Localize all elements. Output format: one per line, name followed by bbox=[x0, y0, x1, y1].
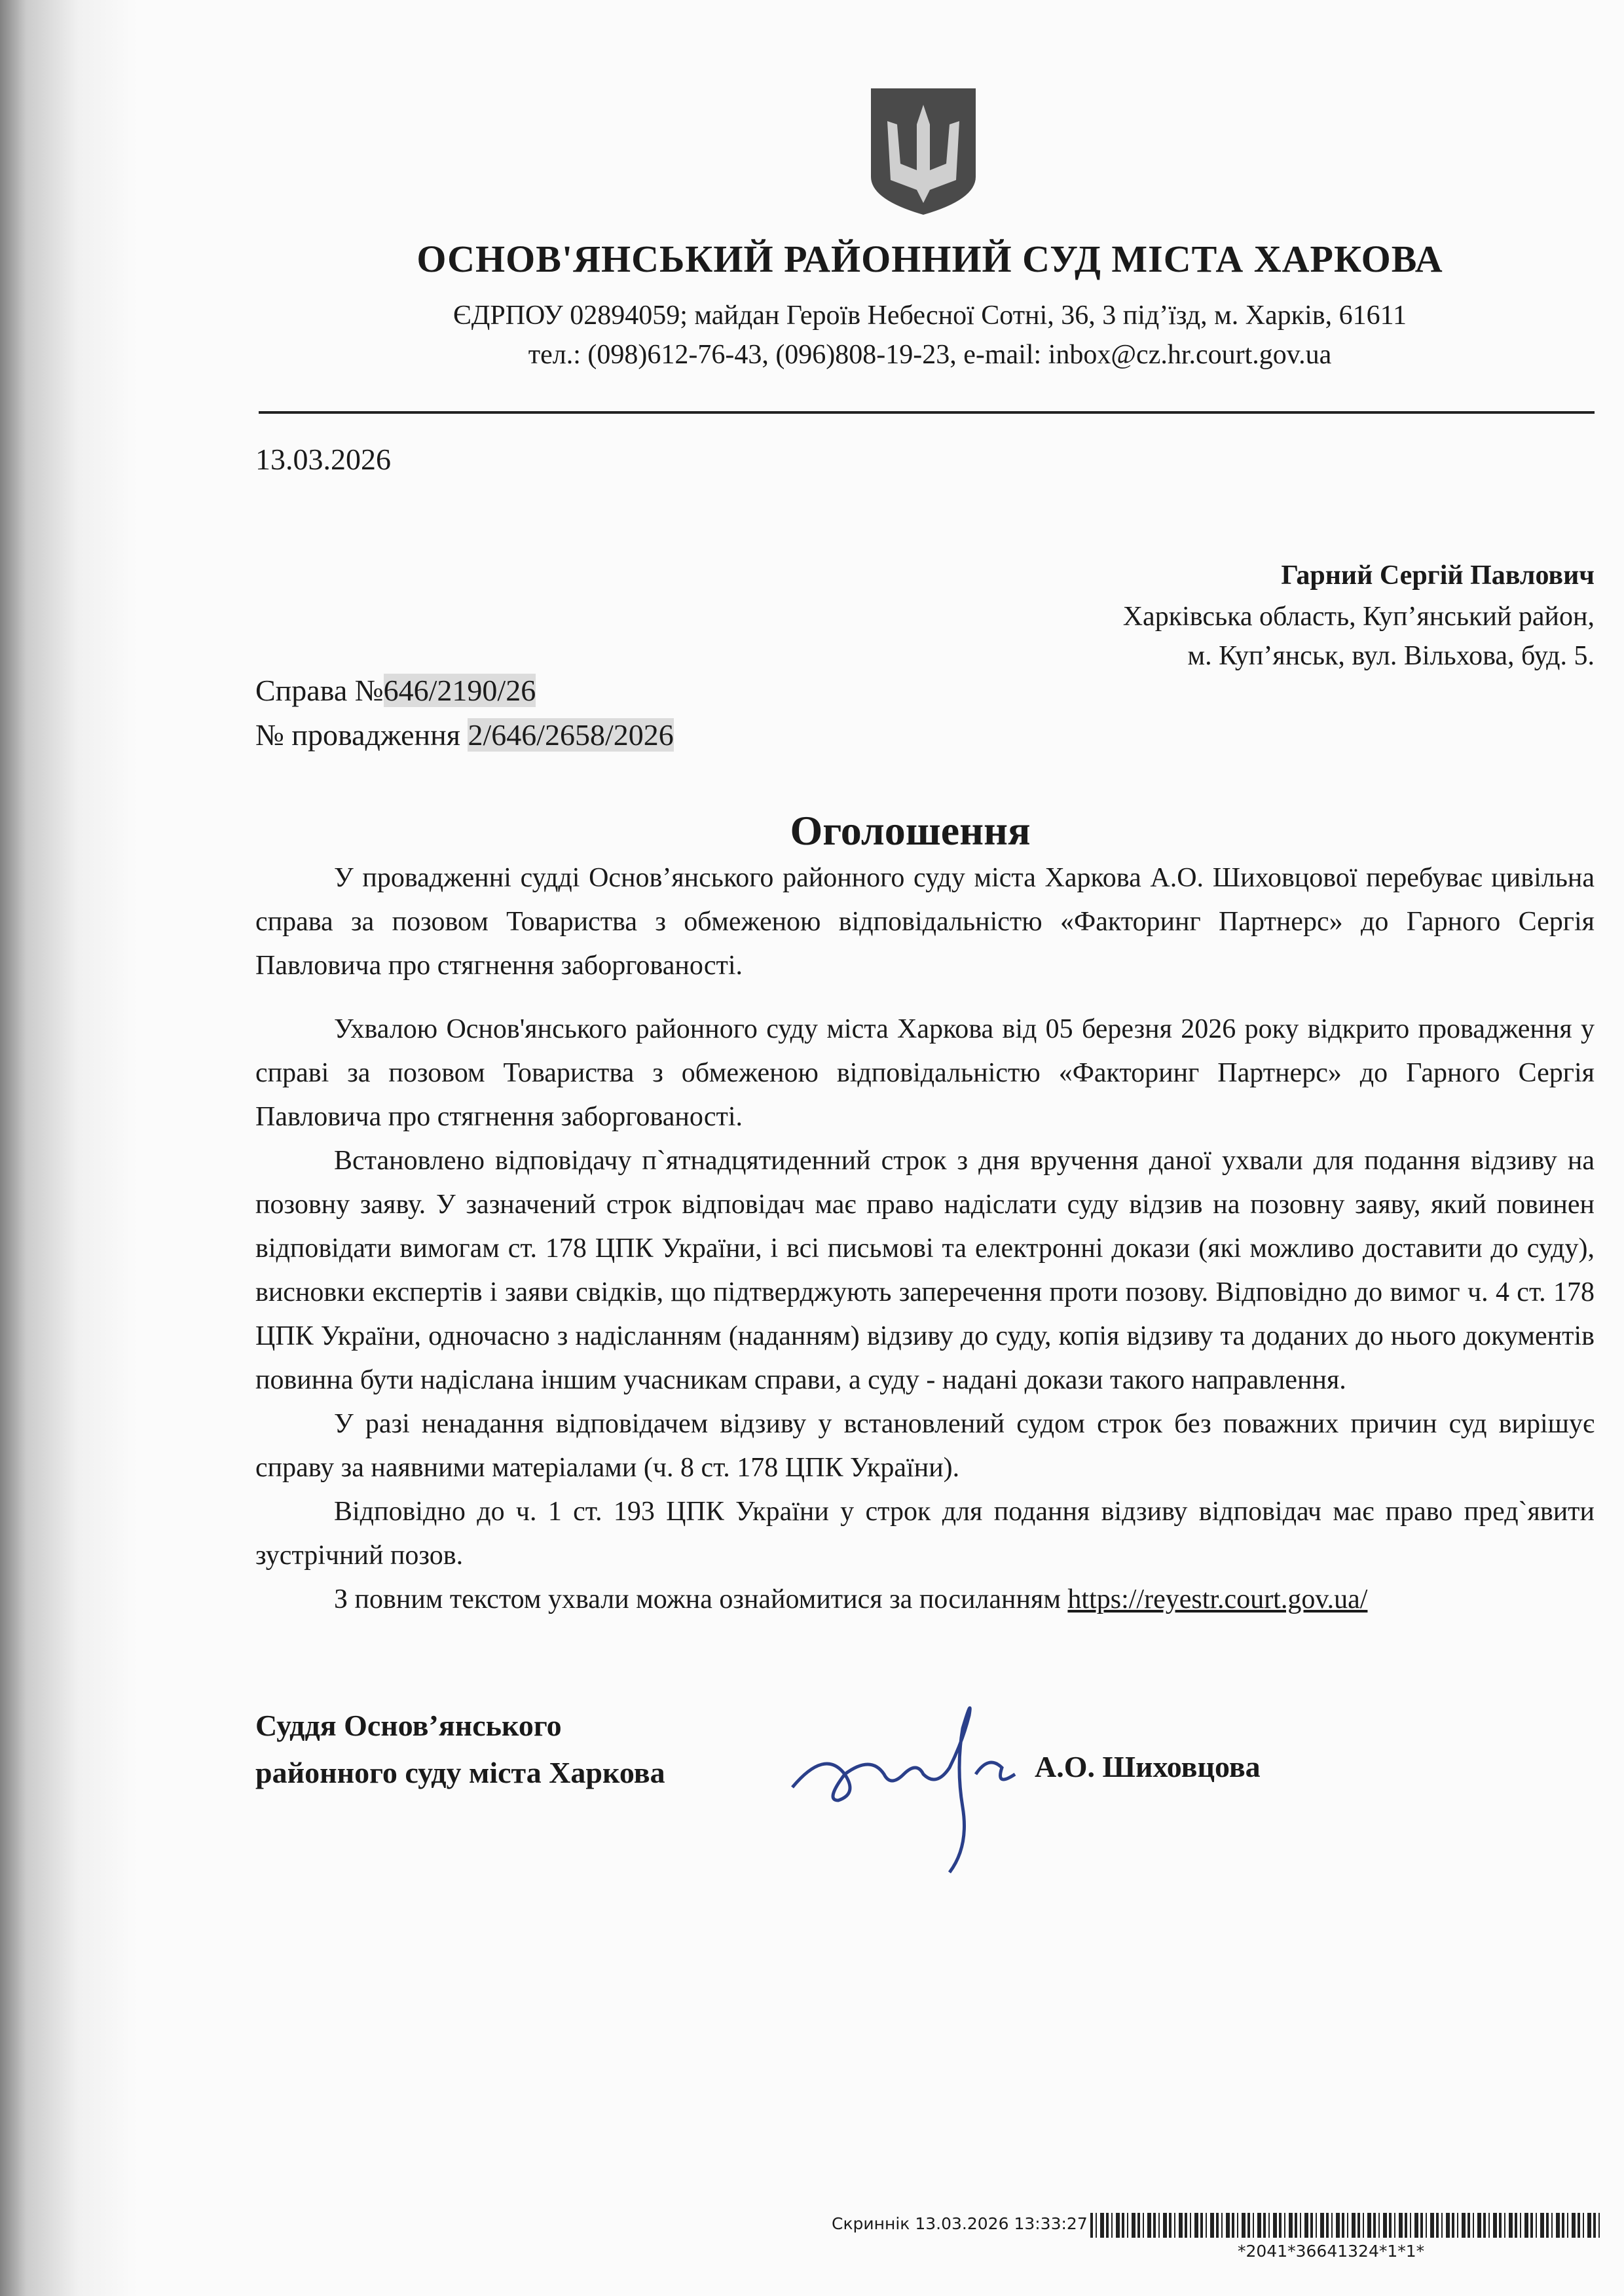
signature-scribble-icon bbox=[773, 1676, 1048, 1892]
proceeding-number-line bbox=[255, 718, 674, 752]
recipient-name: Гарний Сергій Павлович bbox=[1281, 560, 1595, 591]
link-intro: З повним текстом ухвали можна ознайомитися за посиланням bbox=[334, 1584, 1068, 1614]
recipient-address-2: м. Куп’янськ, вул. Вільхова, буд. 5. bbox=[1187, 641, 1595, 671]
notice-heading: Оголошення bbox=[790, 807, 1031, 854]
judge-name: А.О. Шиховцова bbox=[1035, 1750, 1261, 1783]
paragraph: Ухвалою Основ'янського районного суду міста Харкова від 05 березня 2026 року відкрито провадження у справі за позовом Товариства з обмеженою відповідальністю «Факторинг Партнерс» до Гарного Сергія Павловича про стягнення заборгованості. bbox=[255, 1014, 1595, 1132]
trident-emblem-icon bbox=[868, 85, 979, 216]
judge-title-2: районного суду міста Харкова bbox=[255, 1756, 665, 1789]
proceeding-label: № провадження bbox=[255, 718, 468, 752]
judge-title-1: Суддя Основ’янського bbox=[255, 1709, 562, 1742]
proceeding-number: 2/646/2658/2026 bbox=[468, 718, 674, 752]
registry-link[interactable]: https://reyestr.court.gov.ua/ bbox=[1067, 1584, 1368, 1614]
court-contacts: тел.: (098)612-76-43, (096)808-19-23, e-mail: inbox@cz.hr.court.gov.ua bbox=[528, 340, 1332, 370]
header-divider bbox=[259, 411, 1595, 414]
barcode-icon bbox=[1090, 2213, 1601, 2238]
paragraph: У провадженні судді Основ’янського районного суду міста Харкова А.О. Шиховцової перебуває цивільна справа за позовом Товариства з обмеженою відповідальністю «Факторинг Партнерс» до Гарного Сергія Павловича про стягнення заборгованості. bbox=[255, 863, 1595, 981]
case-number: 646/2190/26 bbox=[383, 674, 536, 707]
paragraph: Відповідно до ч. 1 ст. 193 ЦПК України у строк для подання відзиву відповідач має право пред`явити зустрічний позов. bbox=[255, 1497, 1595, 1571]
court-address: ЄДРПОУ 02894059; майдан Героїв Небесної Сотні, 36, 3 під’їзд, м. Харків, 61611 bbox=[452, 301, 1407, 331]
judge-title bbox=[255, 1702, 665, 1796]
recipient-address-1: Харківська область, Куп’янський район, bbox=[1122, 602, 1595, 632]
scanner-stamp: Скриннік 13.03.2026 13:33:27 bbox=[832, 2214, 1088, 2233]
paragraph-link bbox=[255, 1578, 1595, 1622]
case-label: Справа № bbox=[255, 674, 384, 707]
document-date: 13.03.2026 bbox=[255, 443, 391, 476]
notice-body bbox=[255, 856, 1595, 1622]
paragraph: Встановлено відповідачу п`ятнадцятиденний строк з дня вручення даної ухвали для подання відзиву на позовну заяву. У зазначений строк відповідач має право надіслати суду відзив на позовну заяву, який повинен відповідати вимогам ст. 178 ЦПК України, і всі письмові та електронні докази (які можливо доставити до суду), висновки експертів і заяви свідків, що підтверджують заперечення проти позову. Відповідно до вимог ч. 4 ст. 178 ЦПК України, одночасно з надісланням (наданням) відзиву до суду, копія відзиву та доданих до нього документів повинна бути надіслана іншим учасникам справи, а суду - надані докази такого направлення. bbox=[255, 1146, 1595, 1395]
barcode-number: *2041*36641324*1*1* bbox=[1238, 2242, 1425, 2261]
case-number-line bbox=[255, 673, 536, 708]
paragraph: У разі ненадання відповідачем відзиву у встановлений судом строк без поважних причин суд вирішує справу за наявними матеріалами (ч. 8 ст. 178 ЦПК України). bbox=[255, 1409, 1595, 1483]
court-name: ОСНОВ'ЯНСЬКИЙ РАЙОННИЙ СУД МІСТА ХАРКОВА bbox=[416, 238, 1443, 280]
